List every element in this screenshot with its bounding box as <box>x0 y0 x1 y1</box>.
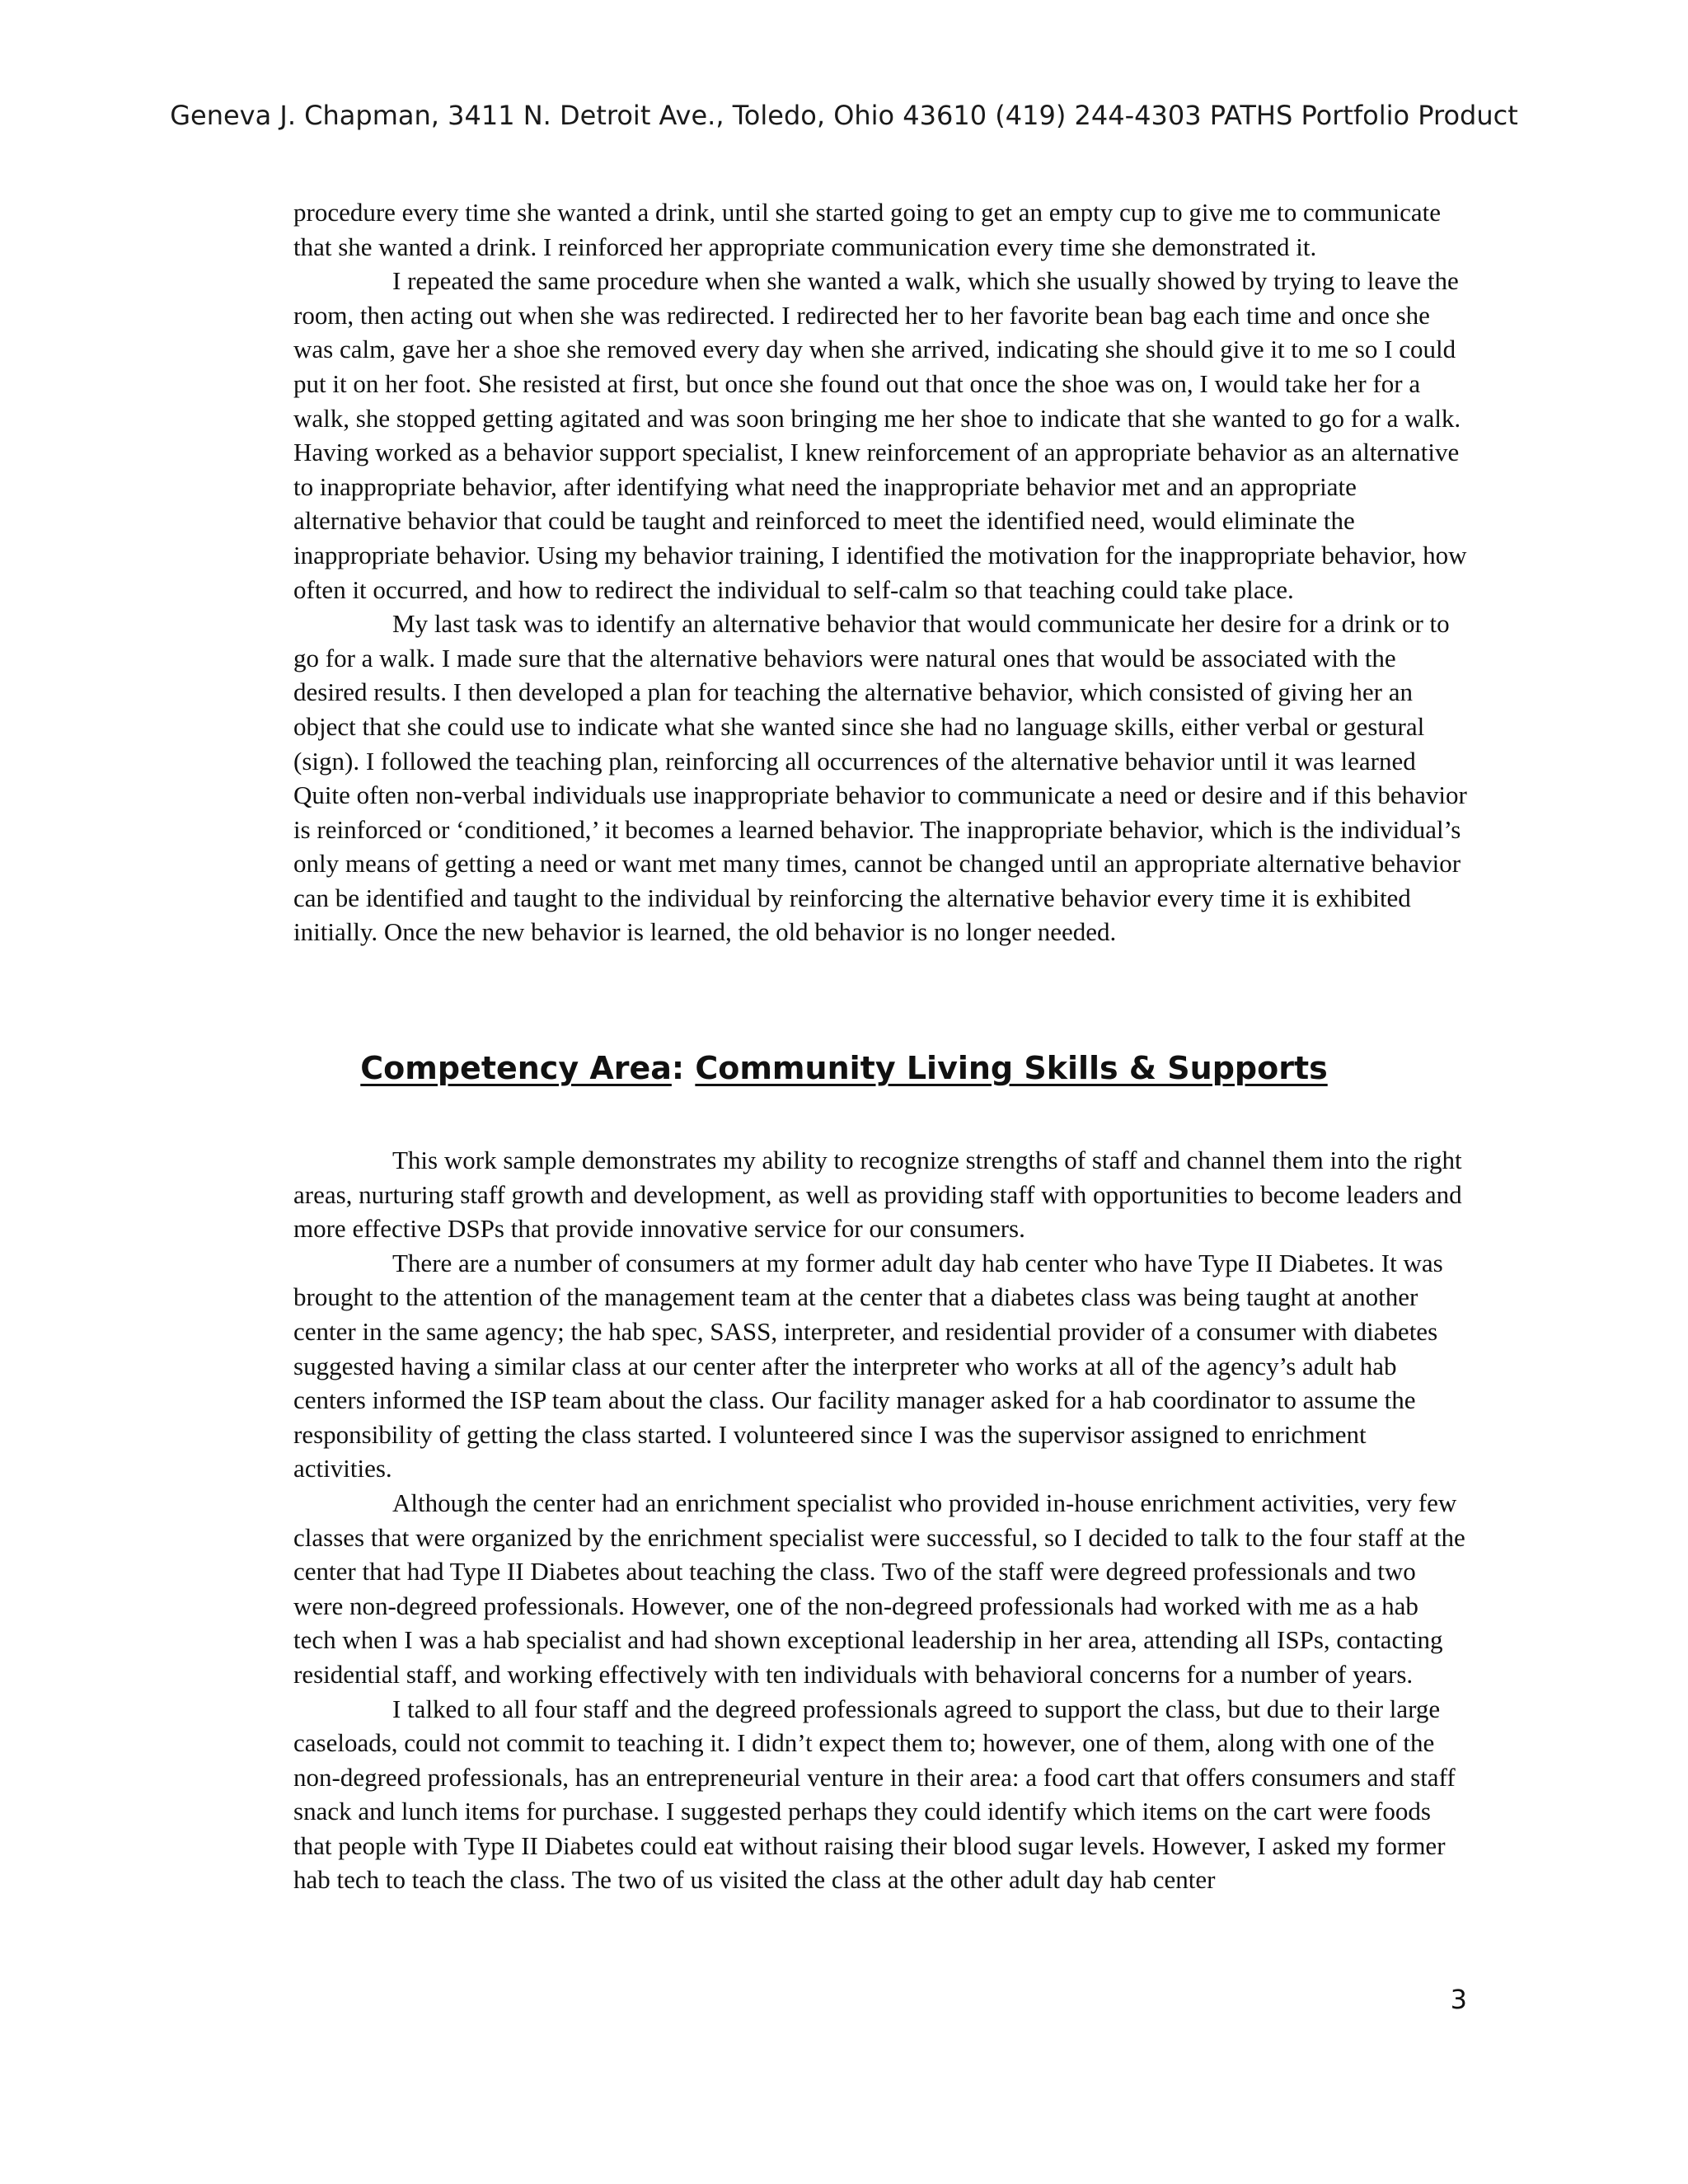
competency-separator: : <box>671 1050 696 1086</box>
competency-heading <box>0 1047 1688 1090</box>
paragraph: There are a number of consumers at my former adult day hab center who have Type II Diabetes. It was brought to the attention of the management team at the center that a diabetes class was being taught at another center in the same agency; the hab spec, SASS, interpreter, and residential provider of a consumer with diabetes suggested having a similar class at our center after the interpreter who works at all of the agency’s adult hab centers informed the ISP team about the class. Our facility manager asked for a hab coordinator to assume the responsibility of getting the class started. I volunteered since I was the supervisor assigned to enrichment activities. <box>293 1248 1443 1483</box>
paragraph: Although the center had an enrichment specialist who provided in-house enrichment activities, very few classes that were organized by the enrichment specialist were successful, so I decided to talk to the four staff at the center that had Type II Diabetes about teaching the class. Two of the staff were degreed professionals and two were non-degreed professionals. However, one of the non-degreed professionals had worked with me as a hab tech when I was a hab specialist and had shown exceptional leadership in her area, attending all ISPs, contacting residential staff, and working effectively with ten individuals with behavioral concerns for a number of years. <box>293 1488 1465 1689</box>
paragraph: My last task was to identify an alternative behavior that would communicate her desire for a drink or to go for a walk. I made sure that the alternative behaviors were natural ones that would be associated with the desired results. I then developed a plan for teaching the alternative behavior, which consisted of giving her an object that she could use to indicate what she wanted since she had no language skills, either verbal or gestural (sign). I followed the teaching plan, reinforcing all occurrences of the alternative behavior until it was learned Quite often non-verbal individuals use inappropriate behavior to communicate a need or desire and if this behavior is reinforced or ‘conditioned,’ it becomes a learned behavior. The inappropriate behavior, which is the individual’s only means of getting a need or want met many times, cannot be changed until an appropriate alternative behavior can be identified and taught to the individual by reinforcing the alternative behavior every time it is exhibited initially. Once the new behavior is learned, the old behavior is no longer needed. <box>293 609 1467 947</box>
competency-title: Community Living Skills & Supports <box>695 1050 1328 1086</box>
paragraph: I talked to all four staff and the degreed professionals agreed to support the class, but due to their large caseloads, could not commit to teaching it. I didn’t expect them to; however, one of them, along with one of the non-degreed professionals, has an entrepreneurial venture in their area: a food cart that offers consumers and staff snack and lunch items for purchase. I suggested perhaps they could identify which items on the cart were foods that people with Type II Diabetes could eat without raising their blood sugar levels. However, I asked my former hab tech to teach the class. The two of us visited the class at the other adult day hab center <box>293 1694 1456 1895</box>
page-number: 3 <box>1450 1984 1467 2015</box>
paragraph: procedure every time she wanted a drink, until she started going to get an empty cup to give me to communicate that she wanted a drink. I reinforced her appropriate communication every time she demonstrated it. <box>293 198 1442 261</box>
body-section-community <box>293 1143 1467 1897</box>
paragraph: I repeated the same procedure when she wanted a walk, which she usually showed by trying to leave the room, then acting out when she was redirected. I redirected her to her favorite bean bag each time and once she was calm, gave her a shoe she removed every day when she arrived, indicating she should give it to me so I could put it on her foot. She resisted at first, but once she found out that once the shoe was on, I would take her for a walk, she stopped getting agitated and was soon bringing me her shoe to indicate that she wanted to go for a walk. Having worked as a behavior support specialist, I knew reinforcement of an appropriate behavior as an alternative to inappropriate behavior, after identifying what need the inappropriate behavior met and an appropriate alternative behavior that could be taught and reinforced to meet the identified need, would eliminate the inappropriate behavior. Using my behavior training, I identified the motivation for the inappropriate behavior, how often it occurred, and how to redirect the individual to self-calm so that teaching could take place. <box>293 266 1467 604</box>
page-header: Geneva J. Chapman, 3411 N. Detroit Ave., Toledo, Ohio 43610 (419) 244-4303 PATHS Portfolio Product <box>170 100 1518 131</box>
paragraph: This work sample demonstrates my ability to recognize strengths of staff and channel them into the right areas, nurturing staff growth and development, as well as providing staff with opportunities to become leaders and more effective DSPs that provide innovative service for our consumers. <box>293 1146 1462 1244</box>
body-section-behavior <box>293 195 1467 949</box>
competency-label: Competency Area <box>360 1050 672 1086</box>
